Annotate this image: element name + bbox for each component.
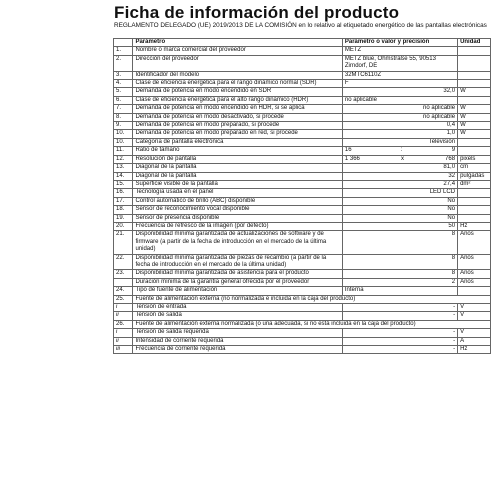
table-row: 13. Diagonal de la pantalla 81,0 cm [114,164,491,172]
table-row: 4. Clase de eficiencia energética para el rango dinámico normal (SDR) F [114,80,491,88]
table-row: 5. Demanda de potencia en modo encendido en SDR 32,0 W [114,88,491,96]
table-row: 25. Fuente de alimentación externa (no normalizada e incluida en la caja del producto) [114,295,491,303]
table-row: iii Frecuencia de corriente requerida - Hz [114,346,491,354]
header-unit: Unidad [458,39,491,47]
table-row: Duración mínima de la garantía general ofrecida por el proveedor 2 Años [114,278,491,286]
page-title: Ficha de información del producto [114,3,400,22]
header-parameter: Parámetro [133,39,342,47]
table-row: 10. Demanda de potencia en modo preparado en red, si procede 1,0 W [114,130,491,138]
table-row: 12. Resolución de pantalla 1 366 x 768 pixels [114,155,491,163]
table-row: ii Intensidad de corriente requerida - A [114,337,491,345]
table-row: 7. Demanda de potencia en modo encendido en HDR, si se aplica no aplicable W [114,105,491,113]
table-row: i Tensión de entrada - V [114,304,491,312]
table-row: 16. Tecnología usada en el panel LED LCD [114,189,491,197]
table-row: 8. Demanda de potencia en modo desactivado, si procede no aplicable W [114,113,491,121]
table-row: 26. Fuente de alimentación externa normalizada (o una adecuada, si no está incluida en la caja del producto) [114,320,491,328]
regulation-intro: REGLAMENTO DELEGADO (UE) 2019/2013 DE LA COMISIÓN en lo relativo al etiquetado energético de las pantallas electrónicas [114,22,487,29]
table-row: 14. Diagonal de la pantalla 32 pulgadas [114,172,491,180]
product-info-table [113,38,491,354]
table-row: 18. Sensor de reconocimiento vocal disponible No [114,206,491,214]
table-row: ii Tensión de salida - V [114,312,491,320]
table-row: 1. Nombre o marca comercial del proveedor METZ [114,47,491,55]
table-row: 6. Clase de eficiencia energética para el alto rango dinámico (HDR) no aplicable [114,96,491,104]
table-row: 22. Disponibilidad mínima garantizada de piezas de recambio (a partir de la fecha de introducción en el mercado de la última unidad) 8 Años [114,254,491,270]
table-row: 20. Frecuencia de refresco de la imagen (por defecto) 50 Hz [114,222,491,230]
header-value: Parámetro o valor y precisión [342,39,457,47]
table-row: 15. Superficie visible de la pantalla 27,4 dm² [114,180,491,188]
table-row: 11. Ratio de tamaño 16 : 9 [114,147,491,155]
header-number [114,39,133,47]
table-row: 23. Disponibilidad mínima garantizada de asistencia para el producto 8 Años [114,270,491,278]
table-row: i Tensión de salida requerida - V [114,329,491,337]
table-row: 24. Tipo de fuente de alimentación Interna [114,287,491,295]
table-row: 3. Identificador del modelo 32MTC6110Z [114,71,491,79]
table-row: 17. Control automático de brillo (ABC) disponible No [114,197,491,205]
table-row: 9. Demanda de potencia en modo preparado, si procede 0,4 W [114,122,491,130]
table-row: 10. Categoría de pantalla electrónica Televisión [114,138,491,146]
table-row: 2. Dirección del proveedor METZ blue, Ohmstraße 55, 90513 Zirndorf, DE [114,55,491,71]
table-row: 19. Sensor de presencia disponible No [114,214,491,222]
table-row: 21. Disponibilidad mínima garantizada de actualizaciones de software y de firmware (a partir de la fecha de introducción en el mercado de la última unidad) 8 Años [114,231,491,254]
table-header-row [114,39,491,47]
